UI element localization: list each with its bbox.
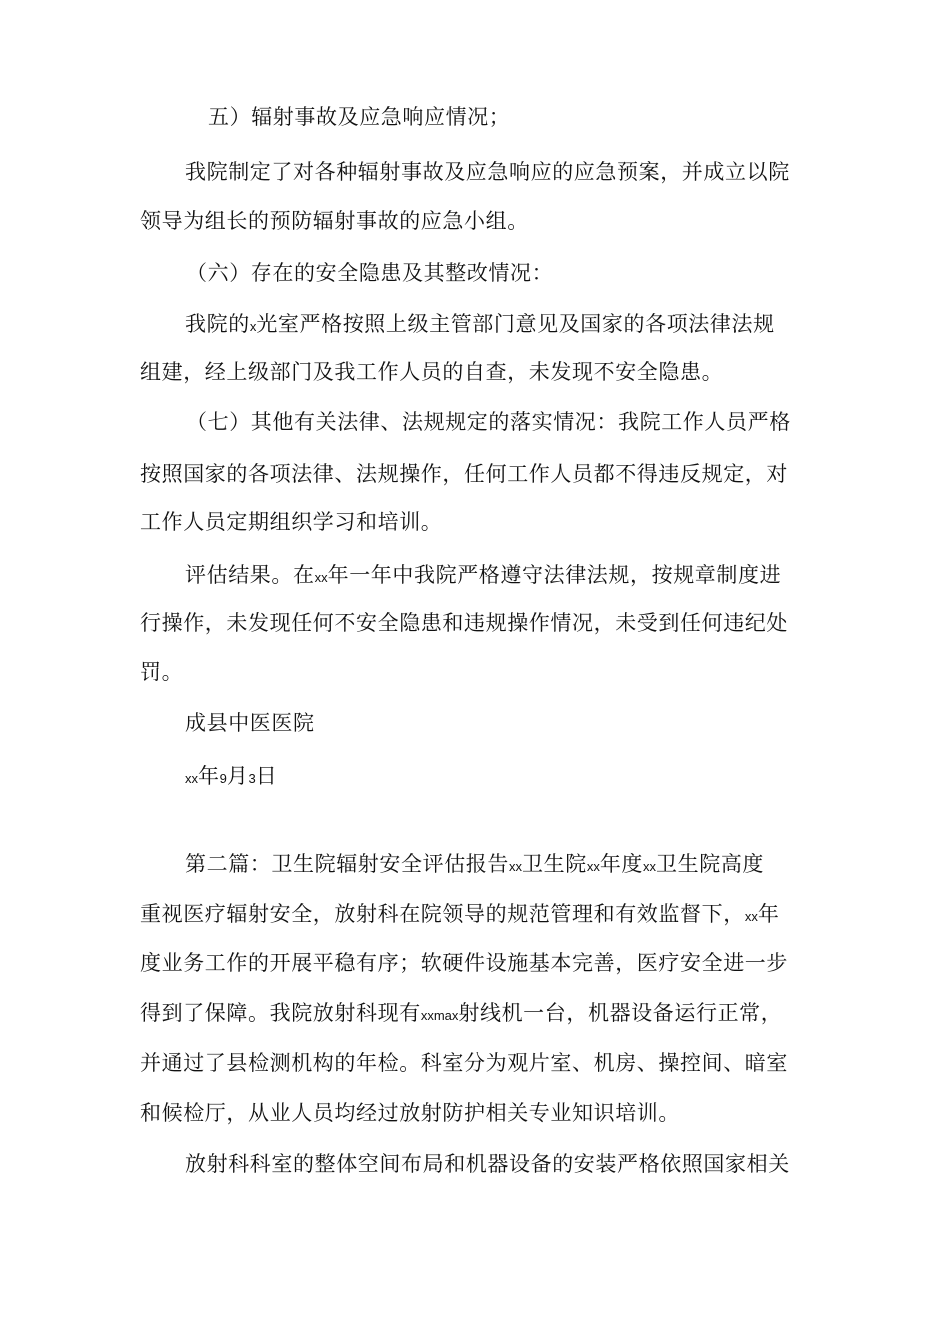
paragraph-line: 得到了保障。我院放射科现有xxmax射线机一台，机器设备运行正常， xyxy=(140,1001,783,1025)
paragraph-line: 评估结果。在xx年一年中我院严格遵守法律法规，按规章制度进 xyxy=(185,563,782,587)
paragraph-line: 第二篇：卫生院辐射安全评估报告xx卫生院xx年度xx卫生院高度 xyxy=(185,852,765,876)
signature-org: 成县中医医院 xyxy=(185,711,315,735)
paragraph-line: 工作人员定期组织学习和培训。 xyxy=(140,510,443,534)
paragraph-line: 度业务工作的开展平稳有序；软硬件设施基本完善，医疗安全进一步 xyxy=(140,951,788,975)
section-heading-7: （七）其他有关法律、法规规定的落实情况：我院工作人员严格 xyxy=(186,410,791,434)
paragraph-line: 放射科科室的整体空间布局和机器设备的安装严格依照国家相关 xyxy=(185,1152,790,1176)
paragraph-line: 组建，经上级部门及我工作人员的自查，未发现不安全隐患。 xyxy=(140,360,724,384)
signature-date: xx年9月3日 xyxy=(185,764,278,788)
paragraph-line: 并通过了县检测机构的年检。科室分为观片室、机房、操控间、暗室 xyxy=(140,1051,788,1075)
paragraph-line: 和候检厅，从业人员均经过放射防护相关专业知识培训。 xyxy=(140,1101,680,1125)
paragraph-line: 重视医疗辐射安全，放射科在院领导的规范管理和有效监督下，xx年 xyxy=(140,902,780,926)
paragraph-line: 我院制定了对各种辐射事故及应急响应的应急预案，并成立以院 xyxy=(185,160,790,184)
paragraph-line: 罚。 xyxy=(140,660,184,684)
paragraph-line: 行操作，未发现任何不安全隐患和违规操作情况，未受到任何违纪处 xyxy=(140,611,788,635)
paragraph-line: 我院的x光室严格按照上级主管部门意见及国家的各项法律法规 xyxy=(185,312,775,336)
paragraph-line: 领导为组长的预防辐射事故的应急小组。 xyxy=(140,209,529,233)
section-heading-5: 五）辐射事故及应急响应情况； xyxy=(208,105,511,129)
section-heading-6: （六）存在的安全隐患及其整改情况： xyxy=(186,261,554,285)
paragraph-line: 按照国家的各项法律、法规操作，任何工作人员都不得违反规定，对 xyxy=(140,462,788,486)
